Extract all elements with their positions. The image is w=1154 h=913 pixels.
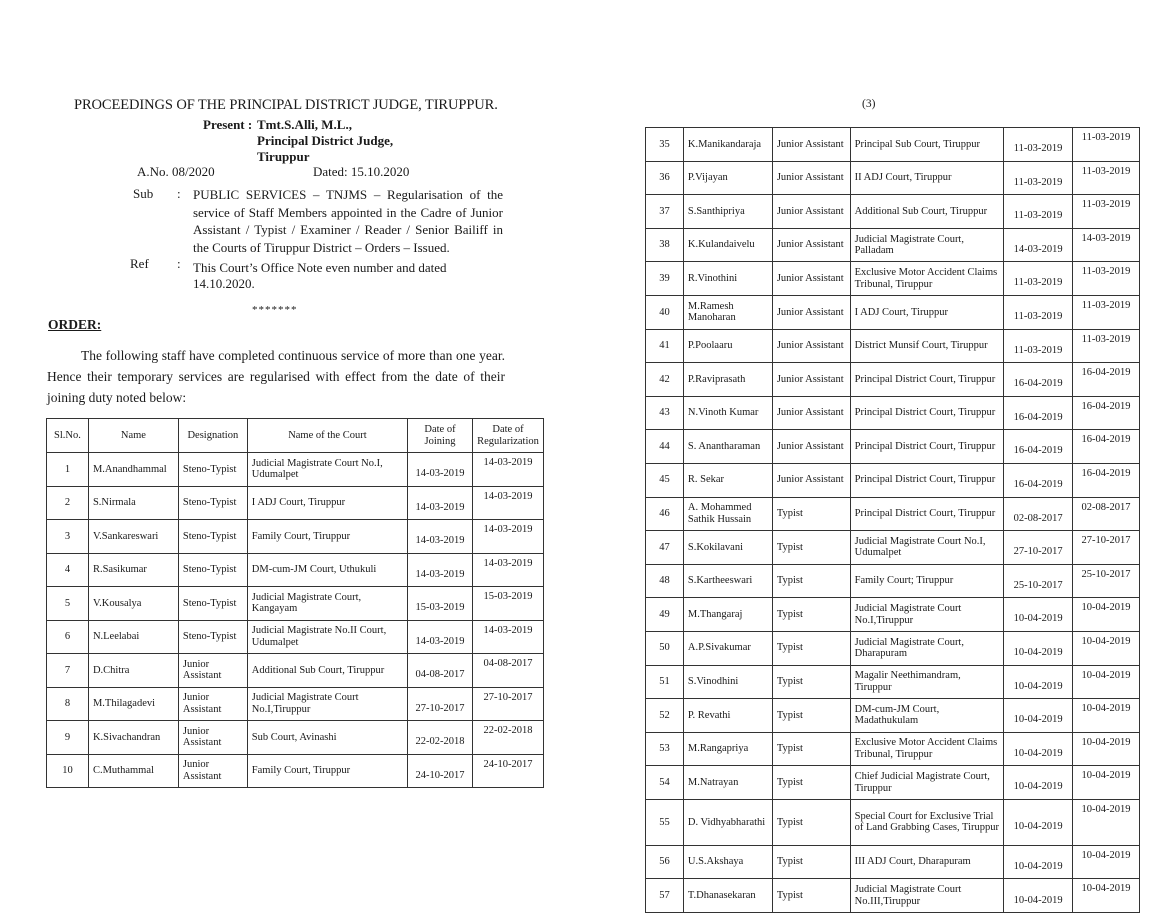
cell-court: Principal District Court, Tiruppur [850,396,1004,430]
cell-regularization-date: 16-04-2019 [1073,363,1140,397]
cell-court: Family Court, Tiruppur [247,520,407,554]
cell-name: M.Natrayan [683,766,772,800]
cell-name: M.Thilagadevi [88,687,178,721]
cell-court: Judicial Magistrate No.II Court, Udumalpet [247,620,407,654]
cell-designation: Junior Assistant [772,228,850,262]
cell-joining-date: 11-03-2019 [1004,195,1073,229]
cell-designation: Junior Assistant [772,363,850,397]
cell-regularization-date: 14-03-2019 [472,486,543,520]
table-row [646,766,1140,800]
cell-joining-date: 04-08-2017 [408,654,473,688]
cell-designation: Typist [772,732,850,766]
cell-joining-date: 10-04-2019 [1004,699,1073,733]
table-row [47,721,544,755]
cell-name: M.Anandhammal [88,453,178,487]
cell-regularization-date: 11-03-2019 [1073,195,1140,229]
cell-designation: Steno-Typist [178,520,247,554]
cell-joining-date: 10-04-2019 [1004,799,1073,845]
cell-joining-date: 16-04-2019 [1004,430,1073,464]
table-row [646,699,1140,733]
cell-slno: 10 [47,754,89,788]
cell-regularization-date: 11-03-2019 [1073,329,1140,363]
reference-label: Ref [130,256,149,271]
cell-joining-date: 10-04-2019 [1004,766,1073,800]
cell-regularization-date: 10-04-2019 [1073,845,1140,879]
cell-court: Sub Court, Avinashi [247,721,407,755]
cell-name: S.Kartheeswari [683,564,772,598]
subject-label: Sub [133,186,154,201]
cell-regularization-date: 02-08-2017 [1073,497,1140,531]
cell-name: M.Thangaraj [683,598,772,632]
cell-court: Judicial Magistrate Court No.I,Tiruppur [247,687,407,721]
cell-name: D.Chitra [88,654,178,688]
cell-joining-date: 11-03-2019 [1004,161,1073,195]
cell-regularization-date: 10-04-2019 [1073,799,1140,845]
order-date: Dated: 15.10.2020 [313,164,410,179]
table-row [646,295,1140,329]
cell-regularization-date: 14-03-2019 [472,553,543,587]
table-row [646,161,1140,195]
table-row [646,497,1140,531]
cell-designation: Steno-Typist [178,453,247,487]
cell-court: Exclusive Motor Accident Claims Tribunal, Tiruppur [850,262,1004,296]
cell-name: N.Leelabai [88,620,178,654]
cell-designation: Typist [772,879,850,913]
present-block [203,117,394,164]
cell-joining-date: 14-03-2019 [408,620,473,654]
cell-joining-date: 22-02-2018 [408,721,473,755]
cell-designation: Junior Assistant [772,128,850,162]
cell-slno: 45 [646,463,684,497]
cell-court: Exclusive Motor Accident Claims Tribunal, Tiruppur [850,732,1004,766]
cell-court: Judicial Magistrate Court, Kangayam [247,587,407,621]
cell-court: Judicial Magistrate Court, Dharapuram [850,631,1004,665]
cell-designation: Junior Assistant [178,687,247,721]
table-row [646,732,1140,766]
cell-name: K.Sivachandran [88,721,178,755]
cell-joining-date: 25-10-2017 [1004,564,1073,598]
separator: ******* [252,304,298,316]
cell-joining-date: 11-03-2019 [1004,295,1073,329]
cell-joining-date: 27-10-2017 [1004,531,1073,565]
table-row [47,754,544,788]
header-name: Name [88,419,178,453]
header-designation: Designation [178,419,247,453]
cell-name: S. Anantharaman [683,430,772,464]
cell-court: Judicial Magistrate Court, Palladam [850,228,1004,262]
table-row [47,553,544,587]
cell-name: N.Vinoth Kumar [683,396,772,430]
cell-regularization-date: 04-08-2017 [472,654,543,688]
cell-slno: 44 [646,430,684,464]
header-slno: Sl.No. [47,419,89,453]
table-row [47,687,544,721]
cell-joining-date: 16-04-2019 [1004,463,1073,497]
cell-joining-date: 14-03-2019 [1004,228,1073,262]
cell-joining-date: 16-04-2019 [1004,396,1073,430]
table-row [646,262,1140,296]
cell-designation: Typist [772,665,850,699]
cell-slno: 52 [646,699,684,733]
cell-regularization-date: 11-03-2019 [1073,128,1140,162]
cell-name: R.Vinothini [683,262,772,296]
cell-court: DM-cum-JM Court, Madathukulam [850,699,1004,733]
cell-slno: 5 [47,587,89,621]
cell-slno: 9 [47,721,89,755]
cell-court: Special Court for Exclusive Trial of Land Grabbing Cases, Tiruppur [850,799,1004,845]
order-paragraph: The following staff have completed continuous service of more than one year. Hence their temporary services are regularised with effect from the date of their joining duty noted below: [47,348,505,405]
cell-regularization-date: 10-04-2019 [1073,766,1140,800]
cell-joining-date: 10-04-2019 [1004,879,1073,913]
cell-designation: Steno-Typist [178,553,247,587]
cell-slno: 51 [646,665,684,699]
cell-joining-date: 14-03-2019 [408,520,473,554]
cell-slno: 7 [47,654,89,688]
table-row [646,845,1140,879]
reference-colon: : [177,256,181,271]
cell-name: A.P.Sivakumar [683,631,772,665]
table-row [646,396,1140,430]
cell-designation: Steno-Typist [178,486,247,520]
cell-name: A. Mohammed Sathik Hussain [683,497,772,531]
cell-slno: 50 [646,631,684,665]
cell-regularization-date: 16-04-2019 [1073,396,1140,430]
cell-court: Principal Sub Court, Tiruppur [850,128,1004,162]
cell-court: Judicial Magistrate Court No.I,Tiruppur [850,598,1004,632]
cell-regularization-date: 11-03-2019 [1073,262,1140,296]
table-row [646,665,1140,699]
cell-regularization-date: 11-03-2019 [1073,295,1140,329]
cell-slno: 55 [646,799,684,845]
cell-designation: Typist [772,799,850,845]
cell-regularization-date: 24-10-2017 [472,754,543,788]
cell-name: D. Vidhyabharathi [683,799,772,845]
cell-court: I ADJ Court, Tiruppur [247,486,407,520]
cell-name: P.Poolaaru [683,329,772,363]
cell-regularization-date: 14-03-2019 [472,453,543,487]
cell-joining-date: 10-04-2019 [1004,732,1073,766]
cell-name: V.Kousalya [88,587,178,621]
cell-slno: 53 [646,732,684,766]
present-judge-name: Tmt.S.Alli, M.L., [257,117,352,132]
cell-designation: Steno-Typist [178,620,247,654]
cell-designation: Typist [772,497,850,531]
table-header-row [47,419,544,453]
present-judge-place: Tiruppur [257,149,310,164]
cell-regularization-date: 10-04-2019 [1073,699,1140,733]
cell-name: R. Sekar [683,463,772,497]
cell-slno: 2 [47,486,89,520]
cell-regularization-date: 27-10-2017 [1073,531,1140,565]
cell-designation: Junior Assistant [772,262,850,296]
cell-name: U.S.Akshaya [683,845,772,879]
subject-text: PUBLIC SERVICES – TNJMS – Regularisation of the service of Staff Members appointed in the Cadre of Junior Assistant / Typist / Examiner / Reader / Senior Bailiff in the Courts of Tiruppur District – Orders – Issued. [193,187,503,255]
cell-joining-date: 14-03-2019 [408,486,473,520]
cell-name: T.Dhanasekaran [683,879,772,913]
cell-regularization-date: 10-04-2019 [1073,631,1140,665]
cell-slno: 39 [646,262,684,296]
cell-designation: Typist [772,766,850,800]
table-row [47,453,544,487]
cell-name: S.Vinodhini [683,665,772,699]
cell-court: Family Court, Tiruppur [247,754,407,788]
cell-name: K.Kulandaivelu [683,228,772,262]
cell-slno: 48 [646,564,684,598]
table-row [646,463,1140,497]
cell-court: Additional Sub Court, Tiruppur [850,195,1004,229]
cell-regularization-date: 16-04-2019 [1073,430,1140,464]
cell-designation: Junior Assistant [178,721,247,755]
header-court: Name of the Court [247,419,407,453]
cell-name: M.Rangapriya [683,732,772,766]
cell-regularization-date: 22-02-2018 [472,721,543,755]
cell-court: DM-cum-JM Court, Uthukuli [247,553,407,587]
cell-court: Judicial Magistrate Court No.I, Udumalpet [850,531,1004,565]
table-row [646,598,1140,632]
cell-regularization-date: 10-04-2019 [1073,879,1140,913]
table-row [646,799,1140,845]
cell-joining-date: 24-10-2017 [408,754,473,788]
cell-joining-date: 27-10-2017 [408,687,473,721]
cell-slno: 35 [646,128,684,162]
cell-name: P.Vijayan [683,161,772,195]
cell-joining-date: 11-03-2019 [1004,128,1073,162]
cell-joining-date: 15-03-2019 [408,587,473,621]
cell-slno: 47 [646,531,684,565]
cell-designation: Typist [772,531,850,565]
cell-joining-date: 10-04-2019 [1004,665,1073,699]
table-row [646,195,1140,229]
cell-regularization-date: 14-03-2019 [472,520,543,554]
cell-designation: Junior Assistant [178,654,247,688]
table-row [646,879,1140,913]
table-row [646,363,1140,397]
cell-court: Additional Sub Court, Tiruppur [247,654,407,688]
cell-slno: 40 [646,295,684,329]
cell-court: Principal District Court, Tiruppur [850,463,1004,497]
order-heading: ORDER: [48,317,102,332]
cell-court: Principal District Court, Tiruppur [850,430,1004,464]
cell-designation: Junior Assistant [772,463,850,497]
table-row [47,654,544,688]
proceedings-title: PROCEEDINGS OF THE PRINCIPAL DISTRICT JUDGE, TIRUPPUR. [74,97,498,113]
cell-regularization-date: 10-04-2019 [1073,732,1140,766]
reference-text: This Court’s Office Note even number and dated 14.10.2020. [193,260,447,291]
cell-designation: Typist [772,564,850,598]
cell-slno: 56 [646,845,684,879]
page-number: (3) [862,98,876,110]
table-row [646,564,1140,598]
cell-name: M.Ramesh Manoharan [683,295,772,329]
cell-court: District Munsif Court, Tiruppur [850,329,1004,363]
cell-regularization-date: 27-10-2017 [472,687,543,721]
cell-court: Judicial Magistrate Court No.I, Udumalpet [247,453,407,487]
cell-joining-date: 11-03-2019 [1004,329,1073,363]
table-row [47,620,544,654]
cell-designation: Junior Assistant [772,396,850,430]
cell-court: I ADJ Court, Tiruppur [850,295,1004,329]
cell-regularization-date: 14-03-2019 [1073,228,1140,262]
cell-regularization-date: 11-03-2019 [1073,161,1140,195]
table-row [47,486,544,520]
cell-name: C.Muthammal [88,754,178,788]
cell-slno: 57 [646,879,684,913]
cell-slno: 54 [646,766,684,800]
cell-name: S.Santhipriya [683,195,772,229]
cell-court: Magalir Neethimandram, Tiruppur [850,665,1004,699]
cell-slno: 37 [646,195,684,229]
cell-designation: Steno-Typist [178,587,247,621]
cell-slno: 42 [646,363,684,397]
present-judge-title: Principal District Judge, [257,133,394,148]
cell-slno: 36 [646,161,684,195]
cell-name: R.Sasikumar [88,553,178,587]
cell-court: Chief Judicial Magistrate Court, Tiruppur [850,766,1004,800]
table-row [47,587,544,621]
cell-designation: Typist [772,598,850,632]
cell-court: Principal District Court, Tiruppur [850,363,1004,397]
cell-regularization-date: 25-10-2017 [1073,564,1140,598]
cell-court: Judicial Magistrate Court No.III,Tiruppur [850,879,1004,913]
table-row [646,329,1140,363]
cell-designation: Typist [772,845,850,879]
cell-name: K.Manikandaraja [683,128,772,162]
table-row [646,631,1140,665]
cell-court: II ADJ Court, Tiruppur [850,161,1004,195]
cell-joining-date: 10-04-2019 [1004,631,1073,665]
cell-designation: Junior Assistant [772,430,850,464]
cell-joining-date: 14-03-2019 [408,553,473,587]
cell-slno: 38 [646,228,684,262]
cell-joining-date: 02-08-2017 [1004,497,1073,531]
cell-joining-date: 14-03-2019 [408,453,473,487]
cell-regularization-date: 10-04-2019 [1073,598,1140,632]
cell-court: Family Court; Tiruppur [850,564,1004,598]
cell-joining-date: 10-04-2019 [1004,845,1073,879]
table-row [646,430,1140,464]
cell-designation: Junior Assistant [178,754,247,788]
cell-joining-date: 16-04-2019 [1004,363,1073,397]
cell-name: S.Kokilavani [683,531,772,565]
cell-court: III ADJ Court, Dharapuram [850,845,1004,879]
cell-name: P. Revathi [683,699,772,733]
cell-slno: 43 [646,396,684,430]
cell-slno: 46 [646,497,684,531]
staff-table-right [645,127,1140,913]
subject-colon: : [177,186,181,201]
cell-slno: 1 [47,453,89,487]
cell-designation: Junior Assistant [772,161,850,195]
cell-name: S.Nirmala [88,486,178,520]
table-row [646,228,1140,262]
cell-slno: 8 [47,687,89,721]
staff-table-left [46,418,544,788]
cell-regularization-date: 10-04-2019 [1073,665,1140,699]
cell-slno: 41 [646,329,684,363]
cell-court: Principal District Court, Tiruppur [850,497,1004,531]
cell-regularization-date: 14-03-2019 [472,620,543,654]
cell-slno: 49 [646,598,684,632]
cell-name: P.Raviprasath [683,363,772,397]
cell-joining-date: 10-04-2019 [1004,598,1073,632]
cell-regularization-date: 16-04-2019 [1073,463,1140,497]
header-joining: Date of Joining [408,419,473,453]
cell-slno: 4 [47,553,89,587]
table-row [47,520,544,554]
cell-designation: Typist [772,631,850,665]
cell-slno: 6 [47,620,89,654]
table-row [646,531,1140,565]
cell-designation: Junior Assistant [772,329,850,363]
cell-name: V.Sankareswari [88,520,178,554]
cell-joining-date: 11-03-2019 [1004,262,1073,296]
present-label: Present : [203,117,253,132]
cell-designation: Junior Assistant [772,195,850,229]
application-number: A.No. 08/2020 [137,164,215,179]
cell-designation: Junior Assistant [772,295,850,329]
header-regularization: Date of Regularization [472,419,543,453]
cell-designation: Typist [772,699,850,733]
table-row [646,128,1140,162]
cell-regularization-date: 15-03-2019 [472,587,543,621]
cell-slno: 3 [47,520,89,554]
